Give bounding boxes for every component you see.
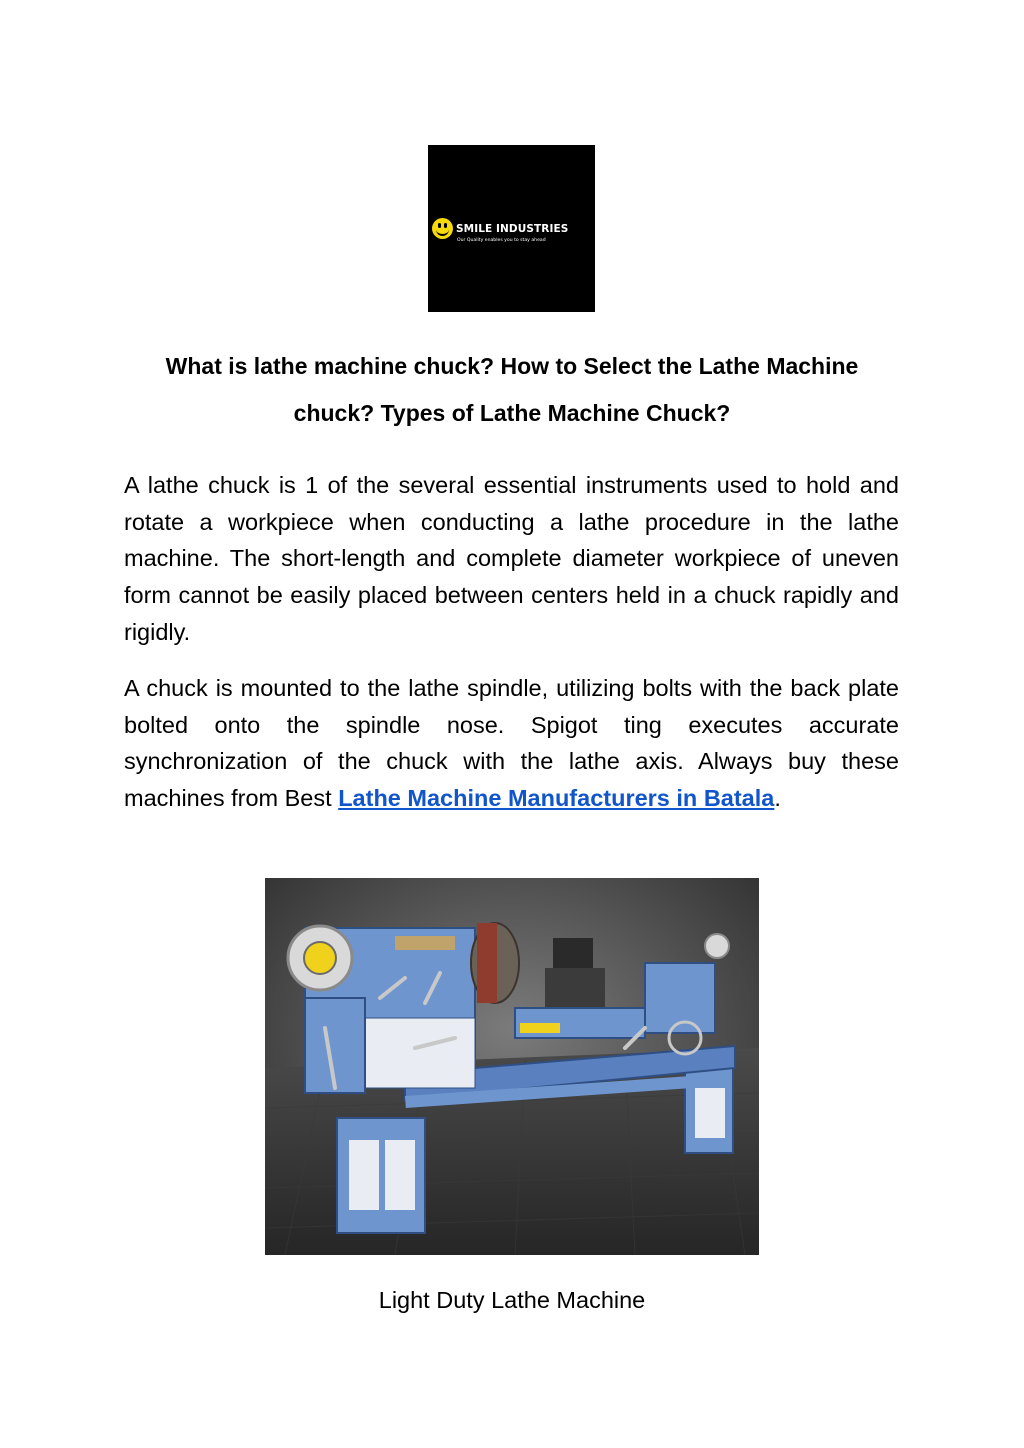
manufacturers-link[interactable]: Lathe Machine Manufacturers in Batala <box>338 785 775 812</box>
smiley-icon <box>432 218 453 239</box>
paragraph-mounting <box>124 670 899 817</box>
logo-tagline: Our Quality enables you to stay ahead <box>457 238 546 243</box>
image-caption: Light Duty Lathe Machine <box>378 1287 646 1313</box>
paragraph-end-punctuation: . <box>774 785 781 812</box>
page-title: What is lathe machine chuck? How to Select the Lathe Machine chuck? Types of Lathe Machine Chuck? <box>165 353 859 426</box>
logo-name: SMILE INDUSTRIES <box>456 223 569 235</box>
paragraph-intro: A lathe chuck is 1 of the several essential instruments used to hold and rotate a workpiece when conducting a lathe procedure in the lathe machine. The short-length and complete diameter workpiece of uneven form cannot be easily placed between centers held in a chuck rapidly and rigidly. <box>124 472 899 645</box>
paragraph-mounting-text: A chuck is mounted to the lathe spindle, utilizing bolts with the back plate bolted onto the spindle nose. Spigot ting executes accurate synchronization of the chuck with the lathe axis. Always buy these machines from Best <box>124 675 899 812</box>
company-logo <box>428 145 595 312</box>
lathe-machine-image <box>265 878 759 1255</box>
